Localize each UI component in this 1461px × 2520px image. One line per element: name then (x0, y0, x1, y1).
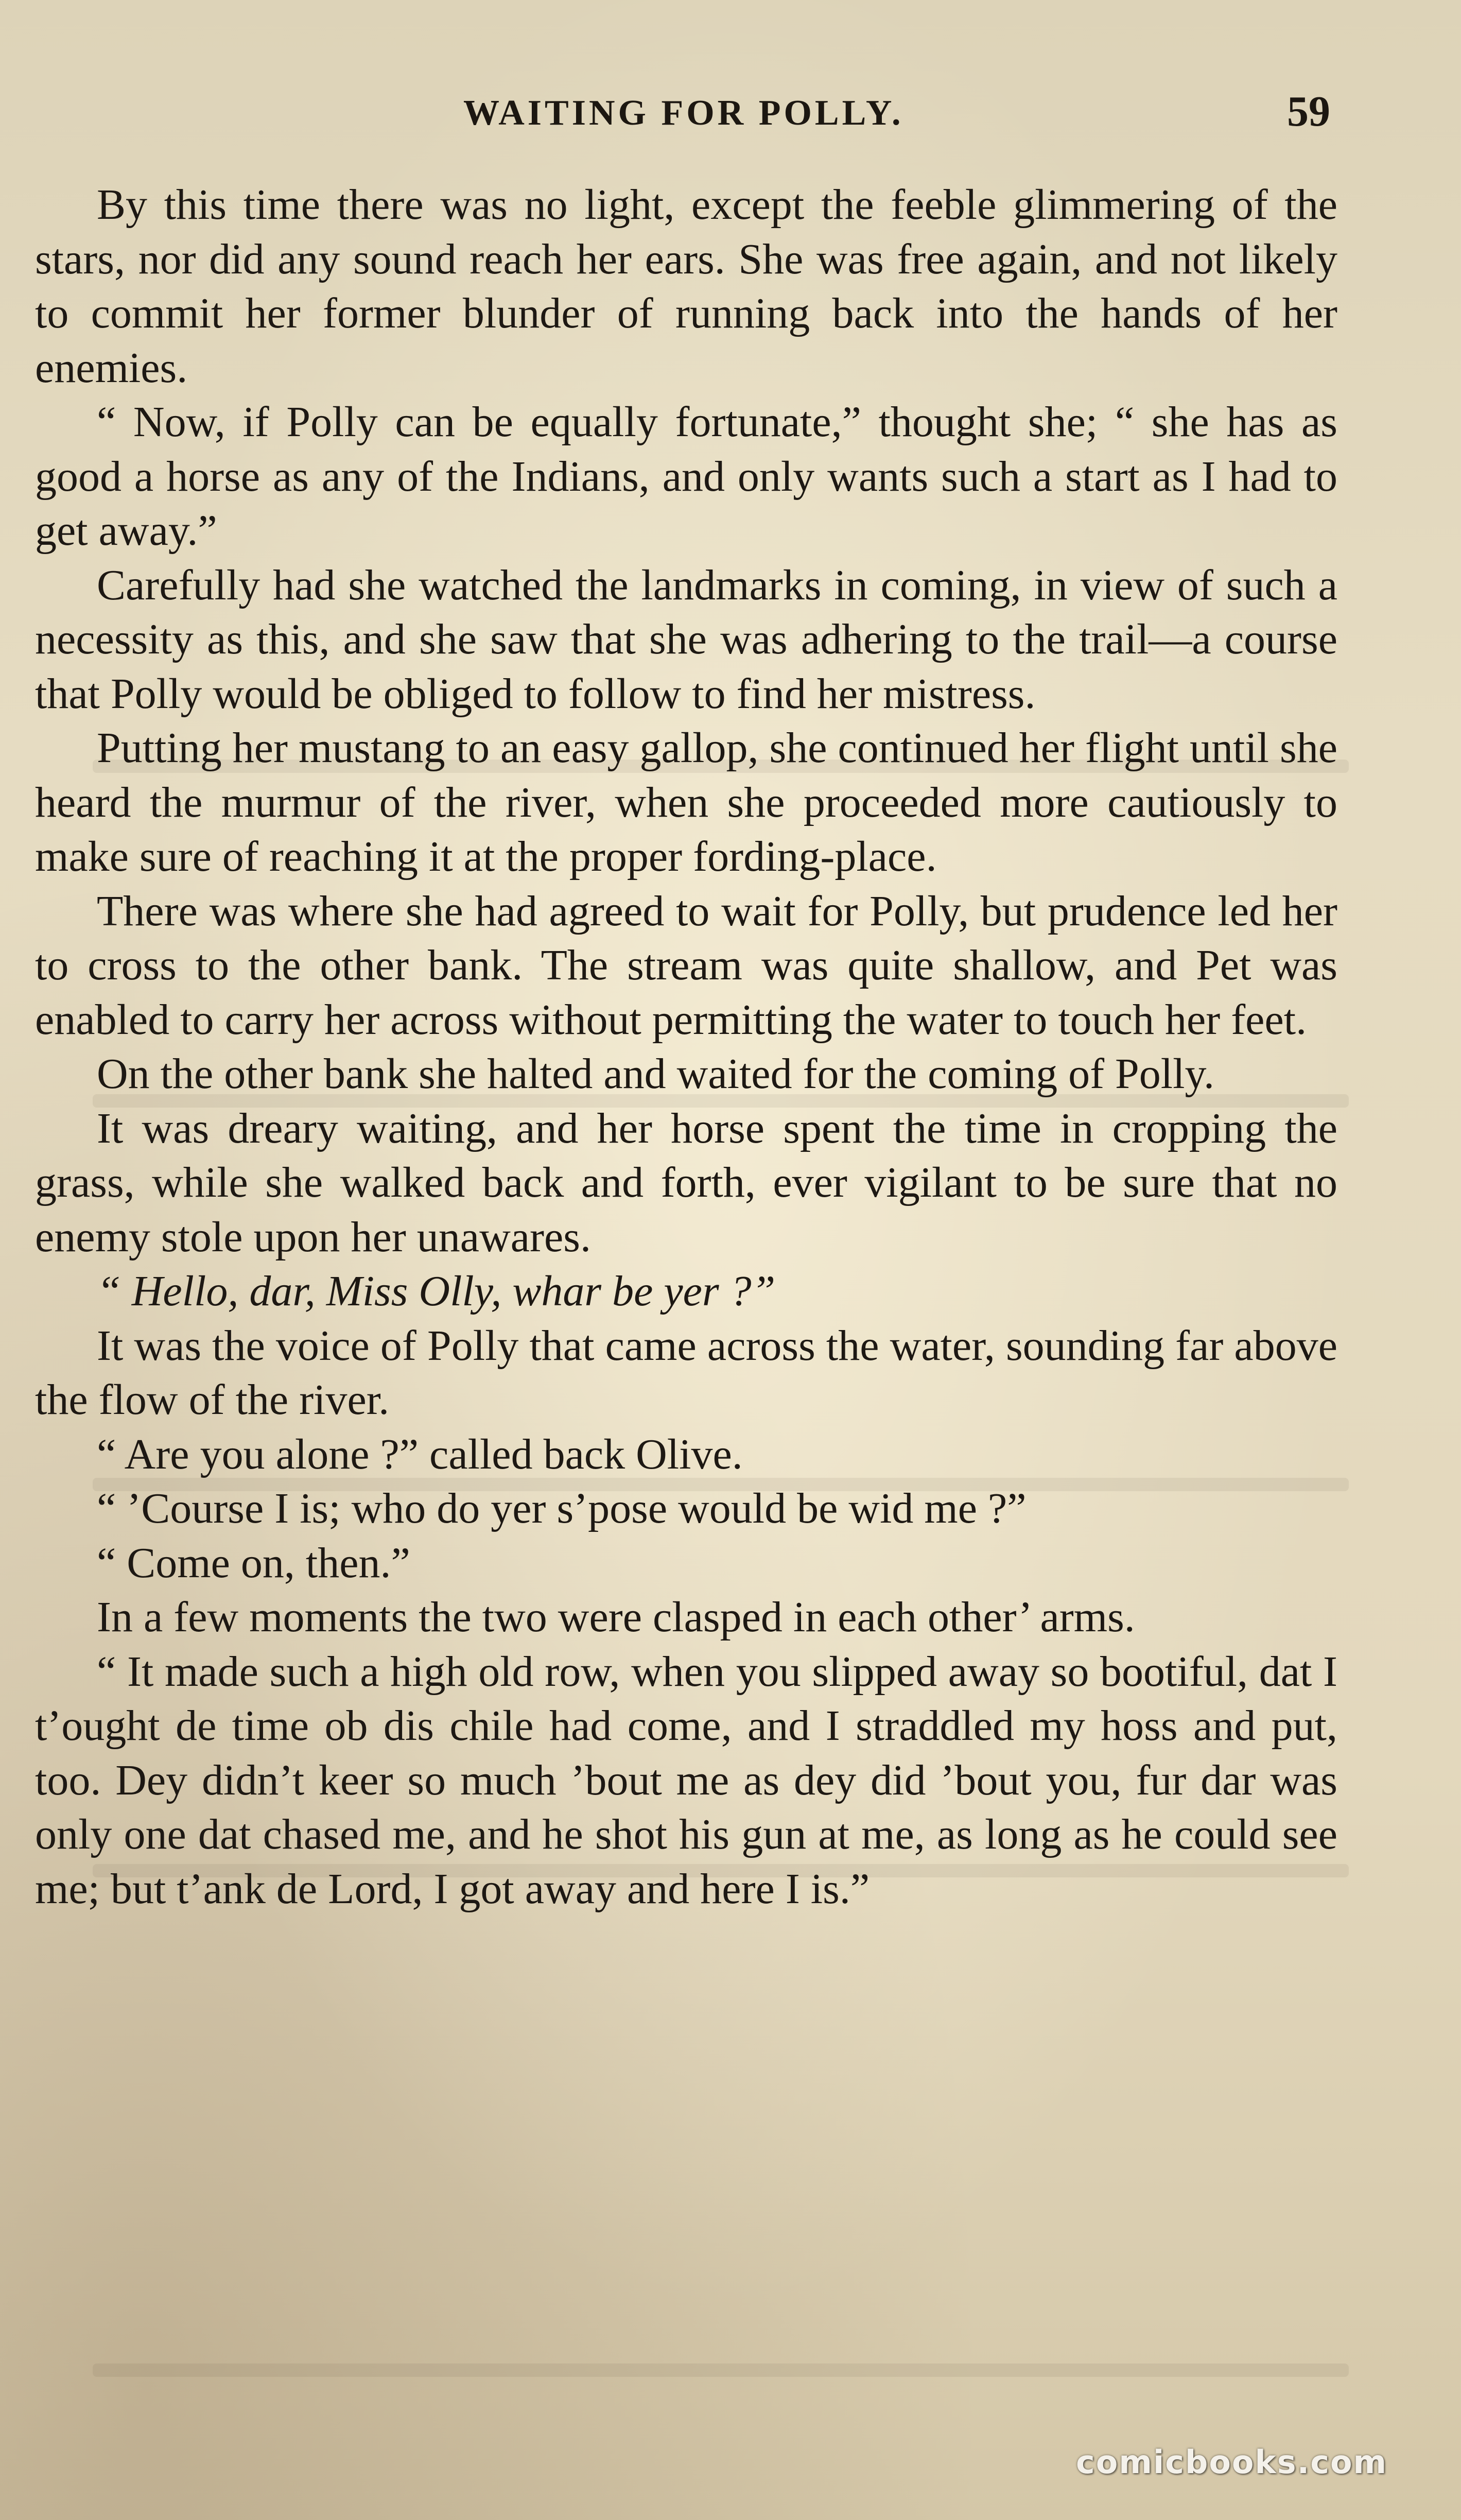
paragraph: “ Now, if Polly can be equally fortunate,” thought she; “ she has as good a horse as any of the Indians, and only wants such a start as I had to get away.” (35, 398, 1337, 555)
page-number: 59 (1287, 88, 1330, 135)
paragraph: On the other bank she halted and waited for the coming of Polly. (97, 1050, 1214, 1098)
paragraph: It was the voice of Polly that came across the water, sounding far above the flow of the river. (35, 1321, 1337, 1424)
paragraph: “ Are you alone ?” called back Olive. (97, 1430, 743, 1478)
body-text (35, 178, 1337, 1916)
paragraph: “ Come on, then.” (97, 1539, 410, 1587)
paragraph: There was where she had agreed to wait for Polly, but prudence led her to cross to the other bank. The stream was quite shallow, and Pet was enabled to carry her across without permitting the water to touch her feet. (35, 887, 1337, 1044)
site-watermark: comicbooks.com (1076, 2443, 1388, 2481)
paragraph: Carefully had she watched the landmarks in coming, in view of such a necessity as this, and she saw that she was adhering to the trail—a course that Polly would be obliged to follow to find her mistress. (35, 561, 1337, 718)
paragraph: Putting her mustang to an easy gallop, she continued her flight until she heard the murmur of the river, when she proceeded more cautiously to make sure of reaching it at the proper fording-place. (35, 724, 1337, 881)
paragraph-italic-dialogue: “ Hello, dar, Miss Olly, whar be yer ?” (97, 1267, 776, 1315)
paragraph: “ It made such a high old row, when you slipped away so bootiful, dat I t’ought de time ob dis chile had come, and I straddled my hoss and put, too. Dey didn’t keer so much ’bout me as dey did ’bout you, fur dar was only one dat chased me, and he shot his gun at me, as long as he could see me; but t’ank de Lord, I got away and here I is.” (35, 1647, 1337, 1913)
paragraph: It was dreary waiting, and her horse spent the time in cropping the grass, while she walked back and forth, ever vigilant to be sure that no enemy stole upon her unawares. (35, 1104, 1337, 1261)
bleed-through-shadow (93, 2363, 1349, 2377)
paragraph: In a few moments the two were clasped in each other’ arms. (97, 1593, 1135, 1641)
paragraph: By this time there was no light, except the feeble glimmering of the stars, nor did any sound reach her ears. She was free again, and not likely to commit her former blunder of running back into the hands of her enemies. (35, 181, 1337, 392)
running-title: WAITING FOR POLLY. (463, 93, 904, 133)
page-header (0, 77, 1461, 154)
paragraph: “ ’Course I is; who do yer s’pose would be wid me ?” (97, 1485, 1027, 1532)
